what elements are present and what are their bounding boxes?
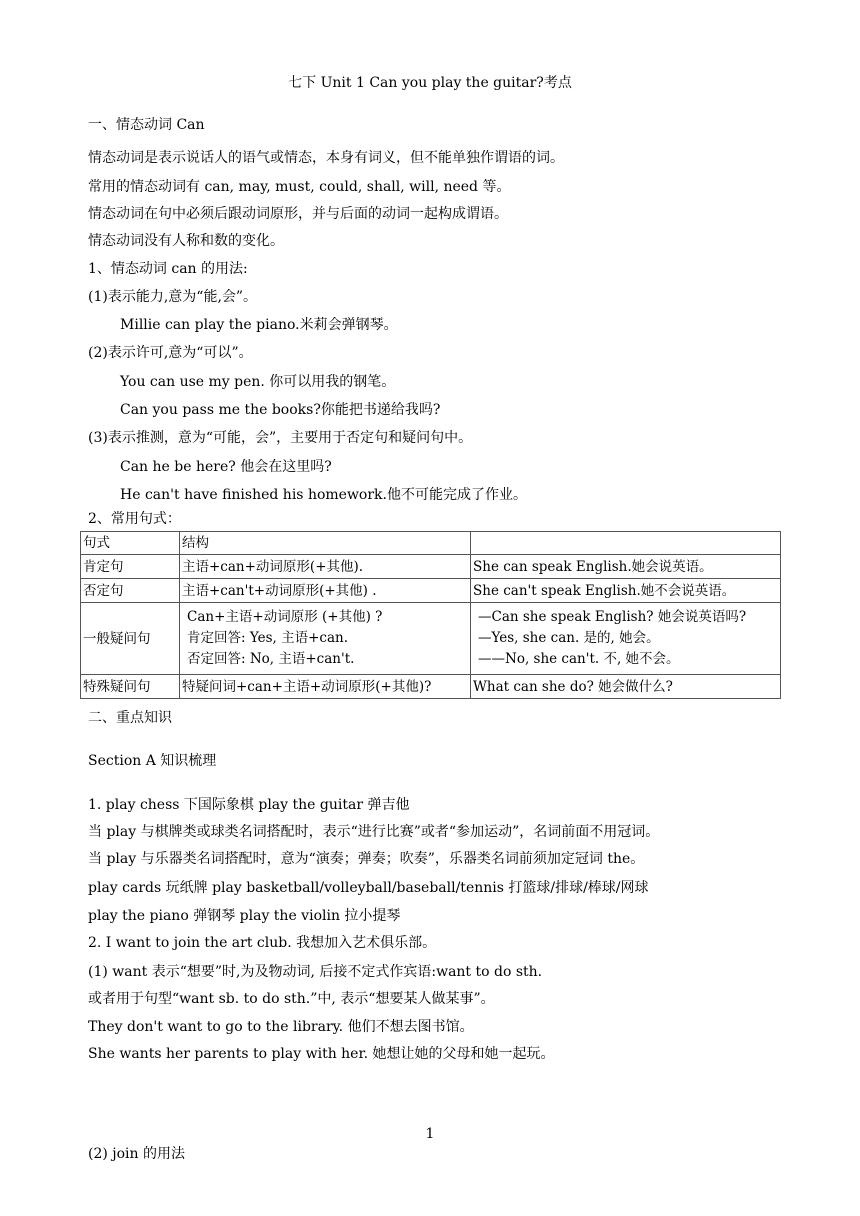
- paragraph: 情态动词是表示说话人的语气或情态，本身有词义，但不能单独作谓语的词。: [88, 150, 564, 166]
- example-sentence: He can't have finished his homework.他不可能完成了作业。: [120, 487, 527, 503]
- knowledge-item: 2. I want to join the art club. 我想加入艺术俱乐部。: [88, 935, 437, 951]
- example-sentence: You can use my pen. 你可以用我的钢笔。: [120, 374, 396, 390]
- example-sentence: Can he be here? 他会在这里吗?: [120, 459, 332, 475]
- table-row: [81, 603, 781, 675]
- next-page-text: (2) join 的用法: [88, 1146, 185, 1162]
- subheading: 1、情态动词 can 的用法:: [88, 261, 248, 277]
- example-sentence: She wants her parents to play with her. 她想让她的父母和她一起玩。: [88, 1046, 555, 1062]
- subheading: 2、常用句式：: [88, 511, 181, 527]
- table-row: [81, 675, 781, 699]
- paragraph: 当 play 与棋牌类或球类名词搭配时，表示“进行比赛”或者“参加运动”，名词前面不用冠词。: [88, 824, 660, 840]
- example-line: ——No, she can't. 不, 她不会。: [478, 651, 680, 667]
- section-heading: 一、情态动词 Can: [88, 117, 205, 133]
- table-cell-example: [471, 603, 781, 675]
- paragraph: 情态动词没有人称和数的变化。: [88, 233, 284, 249]
- table-cell-example: She can speak English.她会说英语。: [471, 555, 781, 579]
- sentence-pattern-table: [80, 531, 781, 699]
- example-sentence: They don't want to go to the library. 他们不想去图书馆。: [88, 1019, 474, 1035]
- paragraph: 情态动词在句中必须后跟动词原形，并与后面的动词一起构成谓语。: [88, 206, 508, 222]
- example-sentence: Can you pass me the books?你能把书递给我吗?: [120, 402, 441, 418]
- example-sentence: Millie can play the piano.米莉会弹钢琴。: [120, 317, 398, 333]
- table-header-cell: 句式: [81, 532, 180, 555]
- knowledge-item: 1. play chess 下国际象棋 play the guitar 弹吉他: [88, 797, 410, 813]
- usage-item: (1)表示能力,意为“能,会”。: [88, 289, 258, 305]
- paragraph: 常用的情态动词有 can, may, must, could, shall, will, need 等。: [88, 179, 511, 195]
- paragraph: play cards 玩纸牌 play basketball/volleyball/baseball/tennis 打篮球/排球/棒球/网球: [88, 880, 649, 896]
- table-cell-type: 特殊疑问句: [81, 675, 180, 699]
- section-heading: 二、重点知识: [88, 710, 172, 726]
- table-header-cell: [471, 532, 781, 555]
- table-row: [81, 579, 781, 603]
- usage-item: (3)表示推测，意为“可能，会”，主要用于否定句和疑问句中。: [88, 430, 473, 446]
- table-cell-example: What can she do? 她会做什么?: [471, 675, 781, 699]
- table-cell-type: 否定句: [81, 579, 180, 603]
- example-line: —Can she speak English? 她会说英语吗?: [478, 609, 747, 625]
- table-header-row: [81, 532, 781, 555]
- example-line: —Yes, she can. 是的, 她会。: [478, 630, 660, 646]
- subsection-heading: Section A 知识梳理: [88, 753, 217, 769]
- structure-line: 否定回答: No, 主语+can't.: [187, 651, 355, 667]
- structure-line: 肯定回答: Yes, 主语+can.: [187, 630, 348, 646]
- paragraph: 或者用于句型“want sb. to do sth.”中, 表示“想要某人做某事”。: [88, 991, 495, 1007]
- table-cell-type: 一般疑问句: [81, 603, 180, 675]
- page-title: 七下 Unit 1 Can you play the guitar?考点: [288, 75, 572, 91]
- table-cell-example: She can't speak English.她不会说英语。: [471, 579, 781, 603]
- table-cell-structure: 主语+can't+动词原形(+其他) .: [180, 579, 471, 603]
- usage-item: (2)表示许可,意为“可以”。: [88, 345, 253, 361]
- table-row: [81, 555, 781, 579]
- paragraph: (1) want 表示“想要”时,为及物动词, 后接不定式作宾语:want to do sth.: [88, 964, 543, 980]
- paragraph: 当 play 与乐器类名词搭配时，意为“演奏；弹奏；吹奏”，乐器类名词前须加定冠词 the。: [88, 851, 645, 867]
- structure-line: Can+主语+动词原形 (+其他) ?: [187, 609, 383, 625]
- table-cell-type: 肯定句: [81, 555, 180, 579]
- table-header-cell: 结构: [180, 532, 471, 555]
- table-cell-structure: 主语+can+动词原形(+其他).: [180, 555, 471, 579]
- page-number: 1: [425, 1126, 435, 1142]
- table-cell-structure: [180, 603, 471, 675]
- table-cell-structure: 特疑问词+can+主语+动词原形(+其他)?: [180, 675, 471, 699]
- paragraph: play the piano 弹钢琴 play the violin 拉小提琴: [88, 908, 401, 924]
